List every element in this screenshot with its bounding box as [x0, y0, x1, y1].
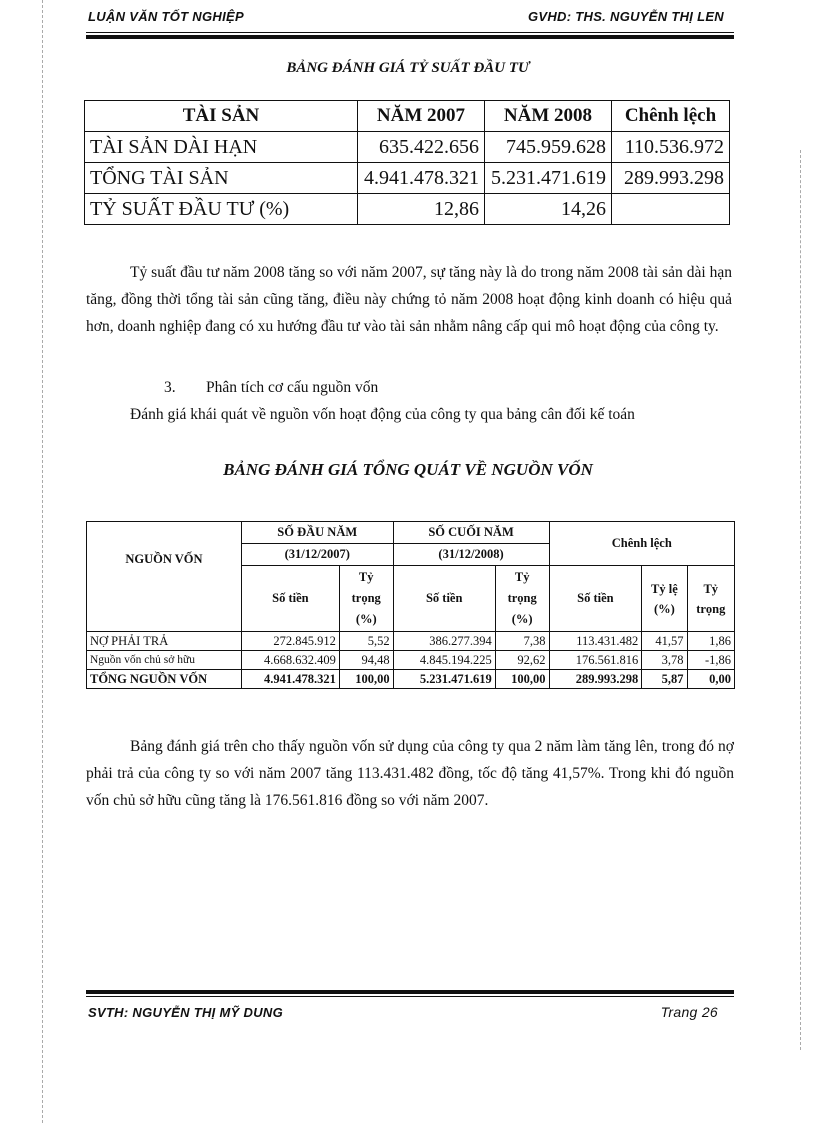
- t1-h-2007: NĂM 2007: [358, 101, 485, 132]
- t1-h-2008: NĂM 2008: [485, 101, 612, 132]
- t2-h-weight-2-a: Tỷ: [514, 570, 530, 584]
- header-right: GVHD: THS. NGUYỄN THỊ LEN: [527, 9, 724, 24]
- t2-h-diff: Chênh lệch: [549, 522, 734, 566]
- t2-r2-c1: 4.941.478.321: [241, 670, 339, 689]
- t2-h-amount-3: Số tiền: [549, 566, 642, 632]
- table-row: [87, 651, 735, 670]
- section-intro: Đánh giá khái quát về nguồn vốn hoạt động của công ty qua bảng cân đối kế toán: [130, 406, 635, 423]
- t1-r1-diff: 289.993.298: [612, 163, 730, 194]
- t2-h-start-date: (31/12/2007): [241, 544, 393, 566]
- t2-r1-label: Nguồn vốn chủ sở hữu: [87, 651, 242, 670]
- t2-h-weight-2-b: trọng: [507, 591, 537, 605]
- t2-r2-c5: 289.993.298: [549, 670, 642, 689]
- section-title: Phân tích cơ cấu nguồn vốn: [206, 379, 379, 396]
- t2-r1-c1: 4.668.632.409: [241, 651, 339, 670]
- t2-h-rate-a: Tỷ lệ: [651, 581, 678, 596]
- t2-r0-c6: 41,57: [642, 632, 687, 651]
- t1-r0-2007: 635.422.656: [358, 132, 485, 163]
- t2-h-amount-2: Số tiền: [393, 566, 495, 632]
- t1-r2-2007: 12,86: [358, 194, 485, 225]
- footer-rule-thick: [86, 990, 734, 994]
- t2-r2-c2: 100,00: [339, 670, 393, 689]
- investment-ratio-table: [84, 100, 730, 225]
- t2-r0-label: NỢ PHẢI TRẢ: [87, 632, 242, 651]
- footer-left: SVTH: NGUYỄN THỊ MỸ DUNG: [88, 1005, 283, 1020]
- t2-h-source: NGUỒN VỐN: [87, 522, 242, 632]
- footer-right: Trang 26: [660, 1004, 718, 1020]
- t2-h-end-date: (31/12/2008): [393, 544, 549, 566]
- t1-r1-2007: 4.941.478.321: [358, 163, 485, 194]
- t2-h-weight-2: [495, 566, 549, 632]
- t2-r2-c6: 5,87: [642, 670, 687, 689]
- t2-r1-c2: 94,48: [339, 651, 393, 670]
- t2-r1-c6: 3,78: [642, 651, 687, 670]
- t2-h-rate: [642, 566, 687, 632]
- t2-r0-c1: 272.845.912: [241, 632, 339, 651]
- t2-h-weight-1-b: trọng: [351, 591, 381, 605]
- t1-r0-2008: 745.959.628: [485, 132, 612, 163]
- footer-rule-thin: [86, 996, 734, 997]
- t2-r0-c4: 7,38: [495, 632, 549, 651]
- t2-h-end: SỐ CUỐI NĂM: [393, 522, 549, 544]
- t2-r2-c7: 0,00: [687, 670, 734, 689]
- t1-r2-diff: [612, 194, 730, 225]
- paragraph-capital: Bảng đánh giá trên cho thấy nguồn vốn sử dụng của công ty qua 2 năm làm tăng lên, trong đó nợ phải trả của công ty so với năm 2007 tăng 113.431.482 đồng, tốc độ tăng 41,57%. Trong khi đó nguồn vốn chủ sở hữu cũng tăng là 176.561.816 đồng so với năm 2007.: [86, 738, 734, 809]
- table-row: [87, 670, 735, 689]
- t1-r0-diff: 110.536.972: [612, 132, 730, 163]
- t1-h-asset: TÀI SẢN: [85, 101, 358, 132]
- t2-h-weight-3-a: Tỷ: [703, 581, 719, 596]
- left-margin-guide: [42, 0, 43, 1123]
- t2-h-start: SỐ ĐẦU NĂM: [241, 522, 393, 544]
- t2-r2-c4: 100,00: [495, 670, 549, 689]
- table1-title: BẢNG ĐÁNH GIÁ TỶ SUẤT ĐẦU TƯ: [286, 60, 530, 76]
- t1-h-diff: Chênh lệch: [612, 101, 730, 132]
- t2-r0-c3: 386.277.394: [393, 632, 495, 651]
- paragraph-investment: Tỷ suất đầu tư năm 2008 tăng so với năm 2007, sự tăng này là do trong năm 2008 tài sản dài hạn tăng, đồng thời tổng tài sản cũng tăng, điều này chứng tỏ năm 2008 hoạt động kinh doanh có hiệu quả hơn, doanh nghiệp đang có xu hướng đầu tư vào tài sản nhằm nâng cấp qui mô hoạt động của công ty.: [86, 264, 732, 335]
- t2-h-rate-b: (%): [653, 601, 675, 616]
- t2-r2-label: TỔNG NGUỒN VỐN: [87, 670, 242, 689]
- t2-r1-c7: -1,86: [687, 651, 734, 670]
- section-number: 3.: [164, 379, 176, 396]
- t2-r1-c3: 4.845.194.225: [393, 651, 495, 670]
- t2-r1-c5: 176.561.816: [549, 651, 642, 670]
- table2-header-row-1: [87, 522, 735, 544]
- t2-h-weight-2-c: (%): [511, 612, 533, 626]
- t2-h-weight-3-b: trọng: [696, 601, 726, 616]
- t1-r0-label: TÀI SẢN DÀI HẠN: [85, 132, 358, 163]
- t2-r2-c3: 5.231.471.619: [393, 670, 495, 689]
- t1-r2-label: TỶ SUẤT ĐẦU TƯ (%): [85, 194, 358, 225]
- t2-r0-c7: 1,86: [687, 632, 734, 651]
- t2-h-amount-1: Số tiền: [241, 566, 339, 632]
- t2-r1-c4: 92,62: [495, 651, 549, 670]
- right-margin-guide: [800, 150, 801, 1050]
- table-row: [85, 132, 730, 163]
- t2-h-weight-3: [687, 566, 734, 632]
- t2-r0-c2: 5,52: [339, 632, 393, 651]
- header-left: LUẬN VĂN TỐT NGHIỆP: [88, 9, 244, 24]
- header-rule-thick: [86, 35, 734, 39]
- table-row: [85, 194, 730, 225]
- table1-header-row: [85, 101, 730, 132]
- t1-r2-2008: 14,26: [485, 194, 612, 225]
- header-rule-thin: [86, 32, 734, 33]
- table-row: [87, 632, 735, 651]
- t2-h-weight-1-a: Tỷ: [358, 570, 374, 584]
- capital-source-table: [86, 521, 735, 689]
- table2-title: BẢNG ĐÁNH GIÁ TỔNG QUÁT VỀ NGUỒN VỐN: [223, 460, 593, 479]
- t1-r1-label: TỔNG TÀI SẢN: [85, 163, 358, 194]
- t1-r1-2008: 5.231.471.619: [485, 163, 612, 194]
- t2-r0-c5: 113.431.482: [549, 632, 642, 651]
- t2-h-weight-1-c: (%): [355, 612, 377, 626]
- table-row: [85, 163, 730, 194]
- t2-h-weight-1: [339, 566, 393, 632]
